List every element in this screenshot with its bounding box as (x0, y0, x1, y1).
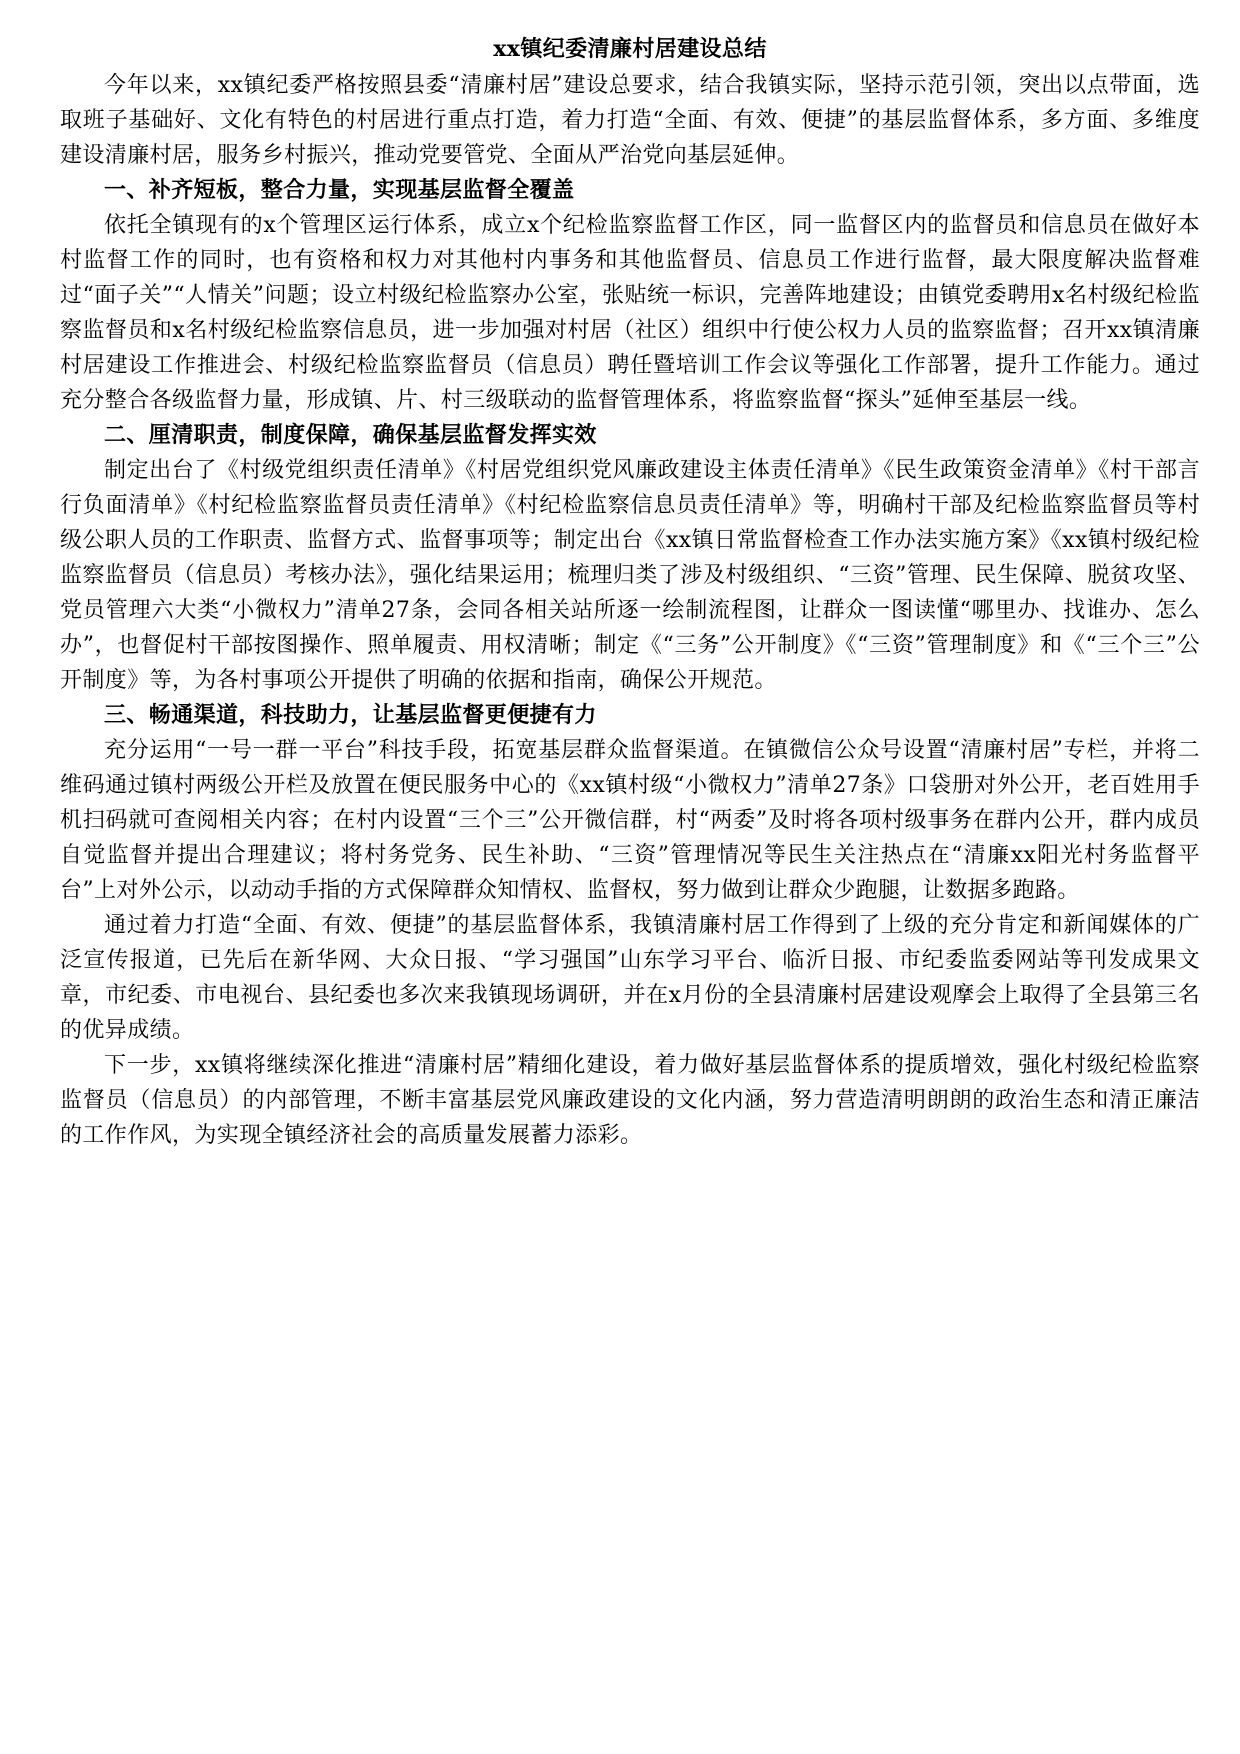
intro-paragraph: 今年以来，xx镇纪委严格按照县委“清廉村居”建设总要求，结合我镇实际，坚持示范引领，突出以点带面，选取班子基础好、文化有特色的村居进行重点打造，着力打造“全面、有效、便捷”的基层监督体系，多方面、多维度建设清廉村居，服务乡村振兴，推动党要管党、全面从严治党向基层延伸。 (60, 73, 1200, 168)
section-1-paragraph: 依托全镇现有的x个管理区运行体系，成立x个纪检监察监督工作区，同一监督区内的监督员和信息员在做好本村监督工作的同时，也有资格和权力对其他村内事务和其他监督员、信息员工作进行监督，最大限度解决监督难过“面子关”“人情关”问题；设立村级纪检监察办公室，张贴统一标识，完善阵地建设；由镇党委聘用x名村级纪检监察监督员和x名村级纪检监察信息员，进一步加强对村居（社区）组织中行使公权力人员的监察监督；召开xx镇清廉村居建设工作推进会、村级纪检监察监督员（信息员）聘任暨培训工作会议等强化工作部署，提升工作能力。通过充分整合各级监督力量，形成镇、片、村三级联动的监督管理体系，将监察监督“探头”延伸至基层一线。 (60, 213, 1200, 413)
section-1-heading: 一、补齐短板，整合力量，实现基层监督全覆盖 (104, 178, 575, 203)
document-page (60, 30, 1200, 1153)
section-2-heading: 二、厘清职责，制度保障，确保基层监督发挥实效 (104, 423, 597, 448)
document-title: xx镇纪委清廉村居建设总结 (493, 36, 767, 62)
section-3-heading: 三、畅通渠道，科技助力，让基层监督更便捷有力 (104, 703, 597, 728)
closing-paragraph-results: 通过着力打造“全面、有效、便捷”的基层监督体系，我镇清廉村居工作得到了上级的充分肯定和新闻媒体的广泛宣传报道，已先后在新华网、大众日报、“学习强国”山东学习平台、临沂日报、市纪委监委网站等刊发成果文章，市纪委、市电视台、县纪委也多次来我镇现场调研，并在x月份的全县清廉村居建设观摩会上取得了全县第三名的优异成绩。 (60, 913, 1200, 1043)
closing-paragraph-next-steps: 下一步，xx镇将继续深化推进“清廉村居”精细化建设，着力做好基层监督体系的提质增效，强化村级纪检监察监督员（信息员）的内部管理，不断丰富基层党风廉政建设的文化内涵，努力营造清明朗朗的政治生态和清正廉洁的工作作风，为实现全镇经济社会的高质量发展蓄力添彩。 (60, 1053, 1200, 1148)
section-3-paragraph: 充分运用“一号一群一平台”科技手段，拓宽基层群众监督渠道。在镇微信公众号设置“清廉村居”专栏，并将二维码通过镇村两级公开栏及放置在便民服务中心的《xx镇村级“小微权力”清单27条》口袋册对外公开，老百姓用手机扫码就可查阅相关内容；在村内设置“三个三”公开微信群，村“两委”及时将各项村级事务在群内公开，群内成员自觉监督并提出合理建议；将村务党务、民生补助、“三资”管理情况等民生关注热点在“清廉xx阳光村务监督平台”上对外公示，以动动手指的方式保障群众知情权、监督权，努力做到让群众少跑腿，让数据多跑路。 (60, 738, 1200, 903)
section-2-paragraph: 制定出台了《村级党组织责任清单》《村居党组织党风廉政建设主体责任清单》《民生政策资金清单》《村干部言行负面清单》《村纪检监察监督员责任清单》《村纪检监察信息员责任清单》等，明确村干部及纪检监察监督员等村级公职人员的工作职责、监督方式、监督事项等；制定出台《xx镇日常监督检查工作办法实施方案》《xx镇村级纪检监察监督员（信息员）考核办法》，强化结果运用；梳理归类了涉及村级组织、“三资”管理、民生保障、脱贫攻坚、党员管理六大类“小微权力”清单27条，会同各相关站所逐一绘制流程图，让群众一图读懂“哪里办、找谁办、怎么办”，也督促村干部按图操作、照单履责、用权清晰；制定《“三务”公开制度》《“三资”管理制度》和《“三个三”公开制度》等，为各村事项公开提供了明确的依据和指南，确保公开规范。 (60, 458, 1200, 693)
